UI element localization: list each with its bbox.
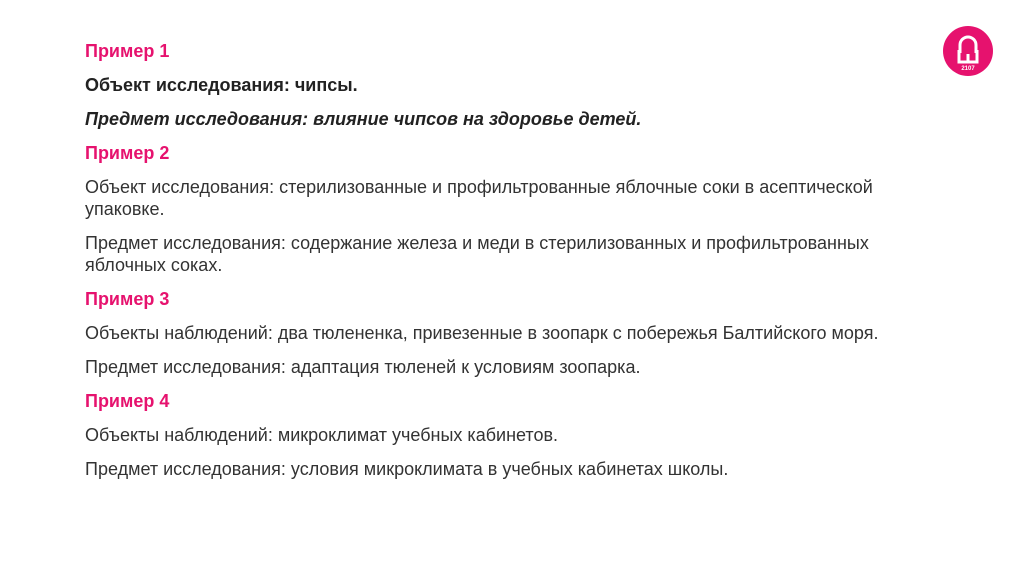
slide-content xyxy=(85,40,905,492)
school-logo-icon xyxy=(943,26,993,76)
example-3-subject: Предмет исследования: адаптация тюленей к условиям зоопарка. xyxy=(85,357,641,377)
example-4-object: Объекты наблюдений: микроклимат учебных кабинетов. xyxy=(85,425,559,445)
example-2-object: Объект исследования: стерилизованные и профильтрованные яблочные соки в асептической упаковке. xyxy=(85,177,873,219)
example-4-subject: Предмет исследования: условия микроклимата в учебных кабинетах школы. xyxy=(85,459,729,479)
example-3-object: Объекты наблюдений: два тюлененка, привезенные в зоопарк с побережья Балтийского моря. xyxy=(85,323,879,343)
example-3-heading: Пример 3 xyxy=(85,289,170,309)
svg-text:2107: 2107 xyxy=(961,66,975,72)
example-1-object: Объект исследования: чипсы. xyxy=(85,75,358,95)
example-4-heading: Пример 4 xyxy=(85,391,170,411)
example-2-subject: Предмет исследования: содержание железа и меди в стерилизованных и профильтрованных яблочных соках. xyxy=(85,233,869,275)
example-1-subject: Предмет исследования: влияние чипсов на здоровье детей. xyxy=(85,109,642,129)
school-logo xyxy=(943,26,993,76)
example-2-heading: Пример 2 xyxy=(85,143,170,163)
example-1-heading: Пример 1 xyxy=(85,41,170,61)
